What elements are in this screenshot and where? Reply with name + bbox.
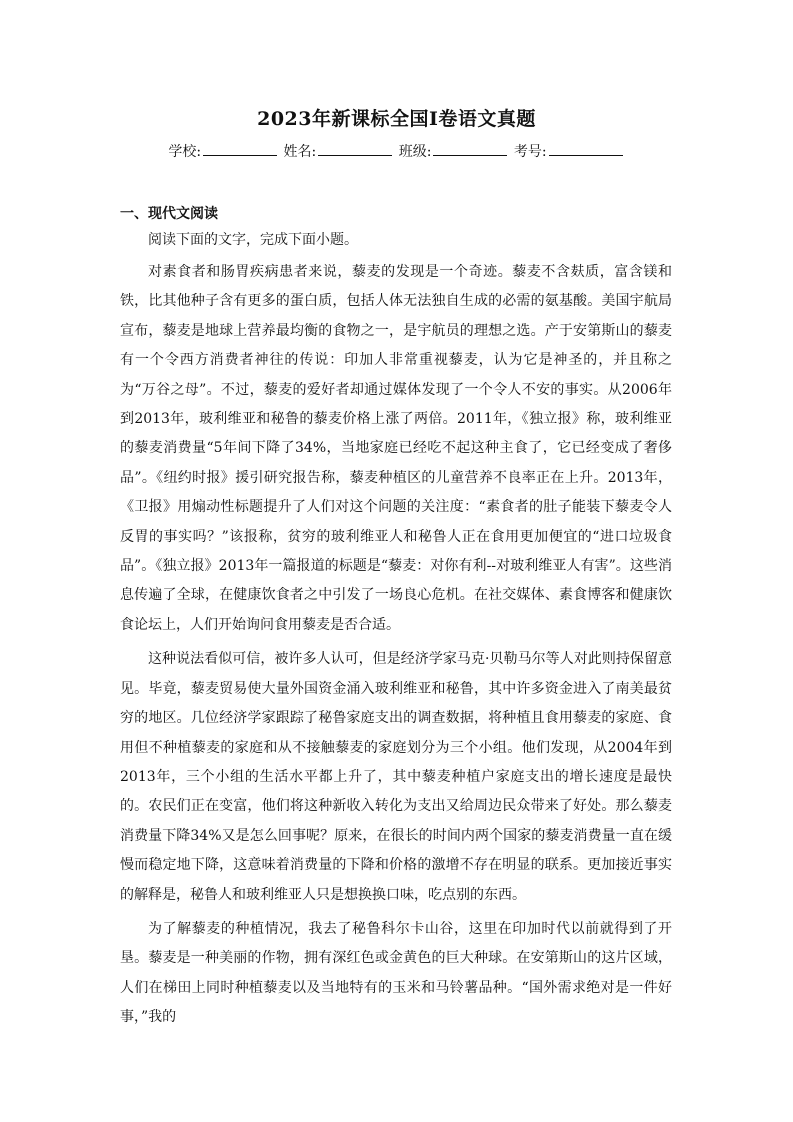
- name-blank[interactable]: [318, 140, 392, 156]
- school-label: 学校:: [168, 144, 202, 160]
- exam-number-label: 考号:: [513, 144, 547, 160]
- passage-paragraph: 对素食者和肠胃疾病患者来说，藜麦的发现是一个奇迹。藜麦不含麸质，富含镁和铁，比其他种子含有更多的蛋白质，包括人体无法独自生成的必需的氨基酸。美国宇航局宣布，藜麦是地球上营养最均衡的食物之一，是宇航员的理想之选。产于安第斯山的藜麦有一个令西方消费者神往的传说：印加人非常重视藜麦，认为它是神圣的，并且称之为“万谷之母”。不过，藜麦的爱好者却通过媒体发现了一个令人不安的事实。从2006年到2013年，玻利维亚和秘鲁的藜麦价格上涨了两倍。2011年，《独立报》称，玻利维亚的藜麦消费量“5年间下降了34%，当地家庭已经吃不起这种主食了，它已经变成了奢侈品”。《纽约时报》援引研究报告称，藜麦种植区的儿童营养不良率正在上升。2013年，《卫报》用煽动性标题提升了人们对这个问题的关注度：“素食者的肚子能装下藜麦令人反胃的事实吗？”该报称，贫穷的玻利维亚人和秘鲁人正在食用更加便宜的“进口垃圾食品”。《独立报》2013年一篇报道的标题是“藜麦：对你有利--对玻利维亚人有害”。这些消息传遍了全球，在健康饮食者之中引发了一场良心危机。在社交媒体、素食博客和健康饮食论坛上，人们开始询问食用藜麦是否合适。: [120, 264, 672, 633]
- name-label: 姓名:: [283, 144, 317, 160]
- school-blank[interactable]: [203, 140, 277, 156]
- reading-passage: [120, 258, 672, 1038]
- exam-title: 2023年新课标全国Ⅰ卷语文真题: [257, 108, 536, 130]
- exam-number-blank[interactable]: [549, 140, 623, 156]
- reading-instruction: 阅读下面的文字，完成下面小题。: [148, 232, 358, 248]
- class-blank[interactable]: [433, 140, 507, 156]
- section-heading: 一、现代文阅读: [120, 206, 218, 222]
- class-label: 班级:: [398, 144, 432, 160]
- passage-paragraph: 这种说法看似可信，被许多人认可，但是经济学家马克·贝勒马尔等人对此则持保留意见。毕竟，藜麦贸易使大量外国资金涌入玻利维亚和秘鲁，其中许多资金进入了南美最贫穷的地区。几位经济学家跟踪了秘鲁家庭支出的调查数据，将种植且食用藜麦的家庭、食用但不种植藜麦的家庭和从不接触藜麦的家庭划分为三个小组。他们发现，从2004年到2013年，三个小组的生活水平都上升了，其中藜麦种植户家庭支出的增长速度是最快的。农民们正在变富，他们将这种新收入转化为支出又给周边民众带来了好处。那么藜麦消费量下降34%又是怎么回事呢？原来，在很长的时间内两个国家的藜麦消费量一直在缓慢而稳定地下降，这意味着消费量的下降和价格的激增不存在明显的联系。更加接近事实的解释是，秘鲁人和玻利维亚人只是想换换口味，吃点别的东西。: [120, 651, 672, 903]
- passage-paragraph: 为了解藜麦的种植情况，我去了秘鲁科尔卡山谷，这里在印加时代以前就得到了开垦。藜麦是一种美丽的作物，拥有深红色或金黄色的巨大种球。在安第斯山的这片区域，人们在梯田上同时种植藜麦以及当地特有的玉米和马铃薯品种。“国外需求绝对是一件好事，”我的: [120, 920, 672, 1026]
- student-info-line: [0, 140, 793, 161]
